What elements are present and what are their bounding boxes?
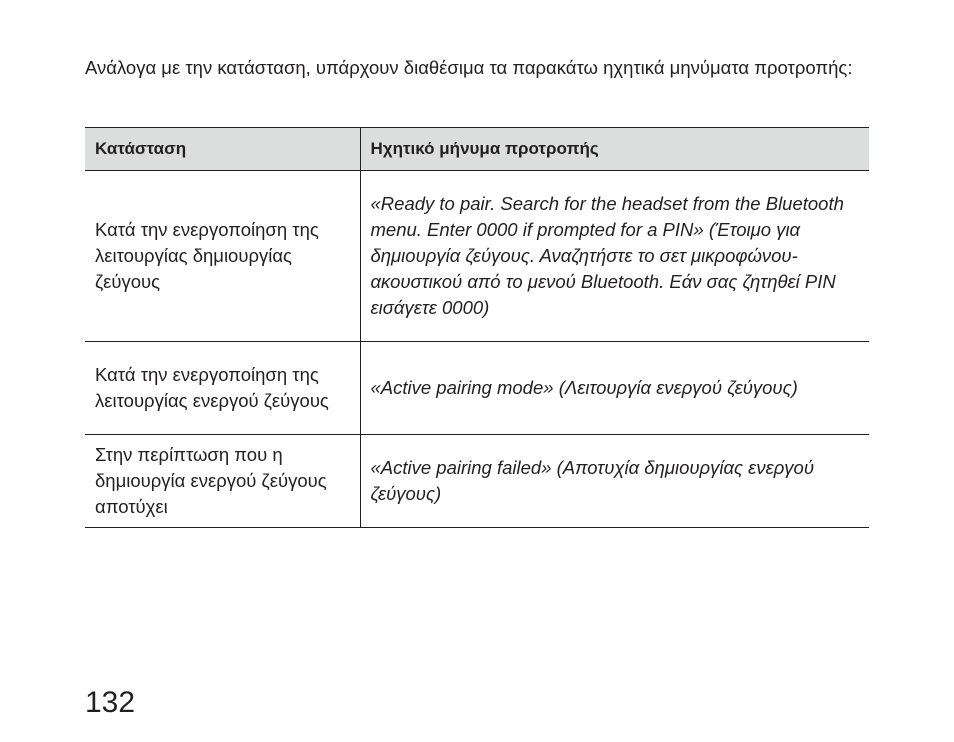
status-cell: Στην περίπτωση που η δημιουργία ενεργού ζεύγους αποτύχει	[85, 435, 360, 528]
message-cell: «Ready to pair. Search for the headset from the Bluetooth menu. Enter 0000 if prompted for a PIN» (Έτοιμο για δημιουργία ζεύγους. Αναζητήστε το σετ μικροφώνου-ακουστικού από το μενού Bluetooth. Εάν σας ζητηθεί PIN εισάγετε 0000)	[360, 171, 869, 342]
message-cell: «Active pairing mode» (Λειτουργία ενεργού ζεύγους)	[360, 342, 869, 435]
table-row	[85, 342, 869, 435]
page-number: 132	[85, 686, 136, 719]
table-row	[85, 435, 869, 528]
message-cell: «Active pairing failed» (Αποτυχία δημιουργίας ενεργού ζεύγους)	[360, 435, 869, 528]
status-column-header: Κατάσταση	[85, 128, 360, 171]
voice-prompts-table	[85, 127, 869, 528]
table-row	[85, 171, 869, 342]
table-header-row	[85, 128, 869, 171]
status-cell: Κατά την ενεργοποίηση της λειτουργίας δημιουργίας ζεύγους	[85, 171, 360, 342]
intro-paragraph: Ανάλογα με την κατάσταση, υπάρχουν διαθέσιμα τα παρακάτω ηχητικά μηνύματα προτροπής:	[85, 57, 853, 78]
status-cell: Κατά την ενεργοποίηση της λειτουργίας ενεργού ζεύγους	[85, 342, 360, 435]
message-column-header: Ηχητικό μήνυμα προτροπής	[360, 128, 869, 171]
